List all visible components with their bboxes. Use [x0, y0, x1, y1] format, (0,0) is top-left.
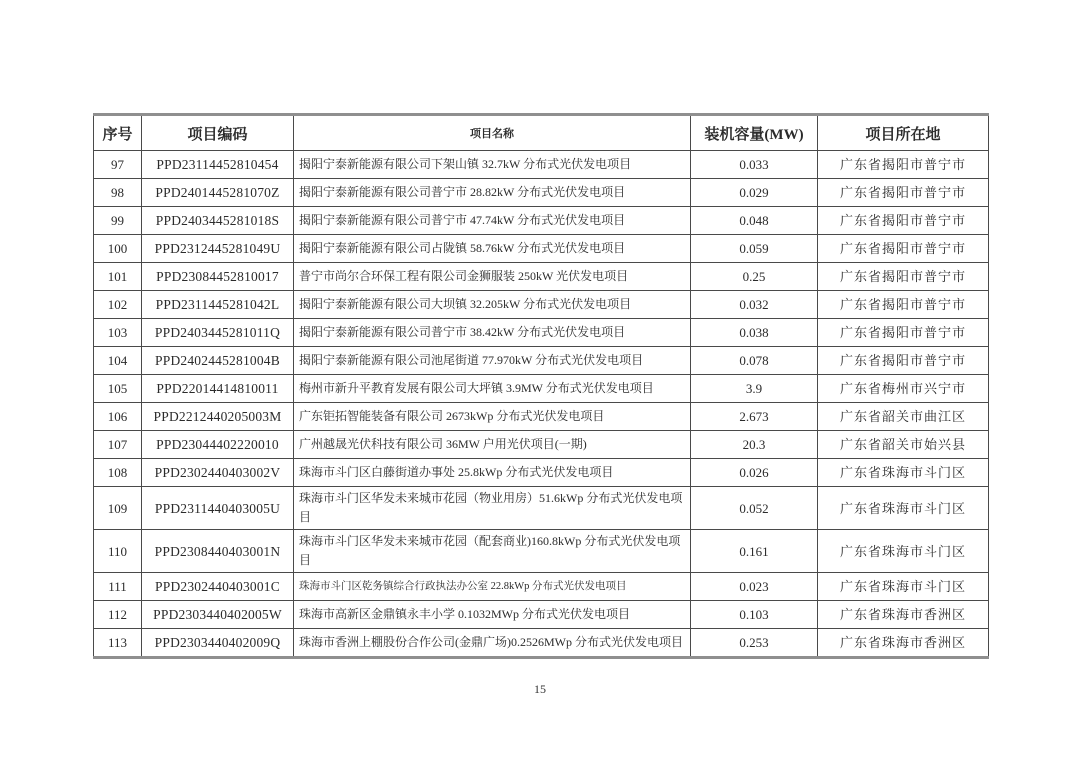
name-cell: 广东钜拓智能装备有限公司 2673kWp 分布式光伏发电项目: [294, 403, 691, 431]
table-row: [94, 291, 989, 319]
code-cell: PPD2312445281049U: [142, 235, 294, 263]
code-cell: PPD2401445281070Z: [142, 179, 294, 207]
table-row: [94, 487, 989, 530]
capacity-cell: 0.052: [691, 487, 818, 530]
code-cell: PPD2212440205003M: [142, 403, 294, 431]
location-cell: 广东省珠海市斗门区: [818, 573, 989, 601]
header-row: [94, 115, 989, 151]
table-row: [94, 207, 989, 235]
seq-cell: 109: [94, 487, 142, 530]
seq-cell: 98: [94, 179, 142, 207]
capacity-cell: 0.026: [691, 459, 818, 487]
name-cell: 揭阳宁泰新能源有限公司普宁市 47.74kW 分布式光伏发电项目: [294, 207, 691, 235]
location-cell: 广东省揭阳市普宁市: [818, 347, 989, 375]
table-row: [94, 235, 989, 263]
location-cell: 广东省梅州市兴宁市: [818, 375, 989, 403]
code-cell: PPD23044402220010: [142, 431, 294, 459]
location-cell: 广东省揭阳市普宁市: [818, 263, 989, 291]
seq-cell: 101: [94, 263, 142, 291]
name-cell: 珠海市高新区金鼎镇永丰小学 0.1032MWp 分布式光伏发电项目: [294, 601, 691, 629]
table-row: [94, 319, 989, 347]
table-row: [94, 403, 989, 431]
location-cell: 广东省珠海市斗门区: [818, 487, 989, 530]
name-cell: 珠海市香洲上棚股份合作公司(金鼎广场)0.2526MWp 分布式光伏发电项目: [294, 629, 691, 658]
header-location: 项目所在地: [818, 115, 989, 151]
seq-cell: 97: [94, 151, 142, 179]
code-cell: PPD23084452810017: [142, 263, 294, 291]
table-row: [94, 263, 989, 291]
code-cell: PPD2311440403005U: [142, 487, 294, 530]
capacity-cell: 3.9: [691, 375, 818, 403]
capacity-cell: 0.253: [691, 629, 818, 658]
code-cell: PPD2403445281011Q: [142, 319, 294, 347]
capacity-cell: 0.033: [691, 151, 818, 179]
capacity-cell: 0.059: [691, 235, 818, 263]
code-cell: PPD2302440403001C: [142, 573, 294, 601]
location-cell: 广东省揭阳市普宁市: [818, 179, 989, 207]
location-cell: 广东省珠海市香洲区: [818, 629, 989, 658]
page-number: 15: [534, 682, 546, 696]
code-cell: PPD2402445281004B: [142, 347, 294, 375]
table-row: [94, 151, 989, 179]
capacity-cell: 0.161: [691, 530, 818, 573]
seq-cell: 107: [94, 431, 142, 459]
capacity-cell: 0.103: [691, 601, 818, 629]
code-cell: PPD23114452810454: [142, 151, 294, 179]
location-cell: 广东省揭阳市普宁市: [818, 319, 989, 347]
name-cell: 揭阳宁泰新能源有限公司占陇镇 58.76kW 分布式光伏发电项目: [294, 235, 691, 263]
capacity-cell: 2.673: [691, 403, 818, 431]
location-cell: 广东省韶关市始兴县: [818, 431, 989, 459]
name-cell: 揭阳宁泰新能源有限公司下架山镇 32.7kW 分布式光伏发电项目: [294, 151, 691, 179]
projects-table: [93, 113, 989, 659]
location-cell: 广东省珠海市斗门区: [818, 459, 989, 487]
seq-cell: 100: [94, 235, 142, 263]
table-row: [94, 179, 989, 207]
capacity-cell: 0.029: [691, 179, 818, 207]
name-cell: 广州越晟光伏科技有限公司 36MW 户用光伏项目(一期): [294, 431, 691, 459]
location-cell: 广东省揭阳市普宁市: [818, 235, 989, 263]
seq-cell: 110: [94, 530, 142, 573]
table-row: [94, 601, 989, 629]
header-capacity: 装机容量(MW): [691, 115, 818, 151]
seq-cell: 99: [94, 207, 142, 235]
code-cell: PPD2303440402009Q: [142, 629, 294, 658]
name-cell: 普宁市尚尔合环保工程有限公司金狮服装 250kW 光伏发电项目: [294, 263, 691, 291]
seq-cell: 108: [94, 459, 142, 487]
capacity-cell: 0.038: [691, 319, 818, 347]
name-cell: 揭阳宁泰新能源有限公司池尾街道 77.970kW 分布式光伏发电项目: [294, 347, 691, 375]
location-cell: 广东省韶关市曲江区: [818, 403, 989, 431]
code-cell: PPD2302440403002V: [142, 459, 294, 487]
capacity-cell: 0.078: [691, 347, 818, 375]
table-row: [94, 629, 989, 658]
code-cell: PPD22014414810011: [142, 375, 294, 403]
name-cell: 揭阳宁泰新能源有限公司大坝镇 32.205kW 分布式光伏发电项目: [294, 291, 691, 319]
location-cell: 广东省珠海市斗门区: [818, 530, 989, 573]
header-code: 项目编码: [142, 115, 294, 151]
table-row: [94, 573, 989, 601]
seq-cell: 113: [94, 629, 142, 658]
code-cell: PPD2403445281018S: [142, 207, 294, 235]
location-cell: 广东省揭阳市普宁市: [818, 207, 989, 235]
seq-cell: 102: [94, 291, 142, 319]
capacity-cell: 0.048: [691, 207, 818, 235]
name-cell: 揭阳宁泰新能源有限公司普宁市 28.82kW 分布式光伏发电项目: [294, 179, 691, 207]
capacity-cell: 0.023: [691, 573, 818, 601]
name-cell: 珠海市斗门区华发未来城市花园（配套商业)160.8kWp 分布式光伏发电项目: [294, 530, 691, 573]
seq-cell: 103: [94, 319, 142, 347]
table-row: [94, 431, 989, 459]
seq-cell: 105: [94, 375, 142, 403]
location-cell: 广东省珠海市香洲区: [818, 601, 989, 629]
capacity-cell: 0.032: [691, 291, 818, 319]
name-cell: 珠海市斗门区乾务镇综合行政执法办公室 22.8kWp 分布式光伏发电项目: [294, 573, 691, 601]
name-cell: 珠海市斗门区白藤街道办事处 25.8kWp 分布式光伏发电项目: [294, 459, 691, 487]
code-cell: PPD2303440402005W: [142, 601, 294, 629]
name-cell: 揭阳宁泰新能源有限公司普宁市 38.42kW 分布式光伏发电项目: [294, 319, 691, 347]
table-header: [94, 115, 989, 151]
code-cell: PPD2308440403001N: [142, 530, 294, 573]
table-row: [94, 347, 989, 375]
name-cell: 梅州市新升平教育发展有限公司大坪镇 3.9MW 分布式光伏发电项目: [294, 375, 691, 403]
seq-cell: 104: [94, 347, 142, 375]
capacity-cell: 0.25: [691, 263, 818, 291]
header-seq: 序号: [94, 115, 142, 151]
code-cell: PPD2311445281042L: [142, 291, 294, 319]
table-row: [94, 459, 989, 487]
seq-cell: 111: [94, 573, 142, 601]
capacity-cell: 20.3: [691, 431, 818, 459]
table-row: [94, 375, 989, 403]
location-cell: 广东省揭阳市普宁市: [818, 291, 989, 319]
table-body: [94, 151, 989, 658]
table-row: [94, 530, 989, 573]
seq-cell: 106: [94, 403, 142, 431]
seq-cell: 112: [94, 601, 142, 629]
header-name: 项目名称: [294, 115, 691, 151]
location-cell: 广东省揭阳市普宁市: [818, 151, 989, 179]
name-cell: 珠海市斗门区华发未来城市花园（物业用房）51.6kWp 分布式光伏发电项目: [294, 487, 691, 530]
